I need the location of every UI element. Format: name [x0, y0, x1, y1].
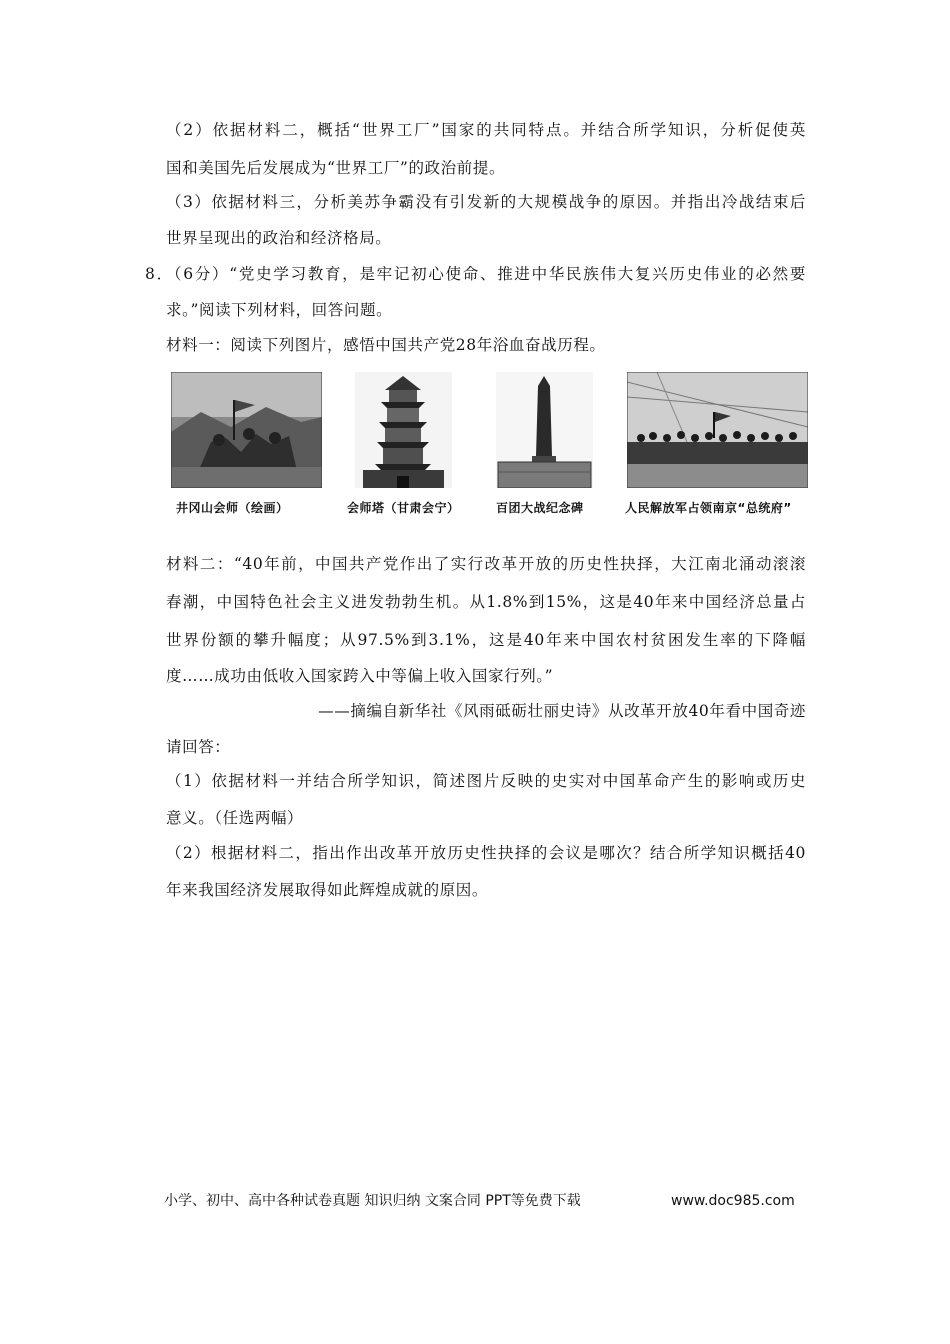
figure-huishi-tower	[355, 372, 452, 488]
q7-sub2-line2: 国和美国先后发展成为“世界工厂”的政治前提。	[166, 159, 506, 177]
q8-material2-line4: 度……成功由低收入国家跨入中等偏上收入国家行列。”	[166, 667, 554, 685]
figure-caption-2: 会师塔（甘肃会宁）	[347, 501, 460, 515]
q8-material2-source: ——摘编自新华社《风雨砥砺壮丽史诗》从改革开放40年看中国奇迹	[318, 702, 806, 720]
nanjing-presidential-palace-image	[627, 372, 808, 488]
q8-sub2-line2: 年来我国经济发展取得如此辉煌成就的原因。	[166, 881, 489, 899]
q8-sub1-line1: （1）依据材料一并结合所学知识，简述图片反映的史实对中国革命产生的影响或历史	[166, 772, 806, 790]
q8-header-line1: 8．（6分）“党史学习教育，是牢记初心使命、推进中华民族伟大复兴历史伟业的必然要	[145, 265, 806, 283]
q8-ask: 请回答：	[166, 738, 231, 756]
q8-material2-line2: 春潮，中国特色社会主义进发勃勃生机。从1.8%到15%，这是40年来中国经济总量占	[166, 593, 806, 611]
q7-sub3-line1: （3）依据材料三，分析美苏争霸没有引发新的大规模战争的原因。并指出冷战结束后	[166, 193, 806, 211]
q8-material2-line3: 世界份额的攀升幅度；从97.5%到3.1%，这是40年来中国农村贫困发生率的下降幅	[166, 631, 806, 649]
q8-header-line2: 求。”阅读下列材料，回答问题。	[166, 301, 393, 319]
figure-baituan-monument	[496, 372, 593, 488]
huishi-tower-image	[355, 372, 452, 488]
q8-material2-line1: 材料二：“40年前，中国共产党作出了实行改革开放的历史性抉择，大江南北涌动滚滚	[166, 555, 806, 573]
baituan-monument-image	[496, 372, 593, 488]
figure-caption-3: 百团大战纪念碑	[496, 501, 584, 515]
figure-nanjing-presidential-palace	[627, 372, 808, 488]
q8-sub1-line2: 意义。（任选两幅）	[166, 809, 304, 827]
q8-material1-intro: 材料一：阅读下列图片，感悟中国共产党28年浴血奋战历程。	[166, 336, 606, 354]
figure-jinggangshan-painting	[171, 372, 322, 488]
footer-url[interactable]: www.doc985.com	[671, 1193, 795, 1209]
jinggangshan-painting-image	[171, 372, 322, 488]
footer-text: 小学、初中、高中各种试卷真题 知识归纳 文案合同 PPT等免费下载	[164, 1193, 581, 1209]
figure-caption-4: 人民解放军占领南京“总统府”	[625, 501, 792, 515]
q7-sub2-line1: （2）依据材料二，概括“世界工厂”国家的共同特点。并结合所学知识，分析促使英	[166, 121, 806, 139]
q7-sub3-line2: 世界呈现出的政治和经济格局。	[166, 229, 392, 247]
q8-sub2-line1: （2）根据材料二，指出作出改革开放历史性抉择的会议是哪次？结合所学知识概括40	[166, 844, 806, 862]
figure-caption-1: 井冈山会师（绘画）	[176, 501, 289, 515]
